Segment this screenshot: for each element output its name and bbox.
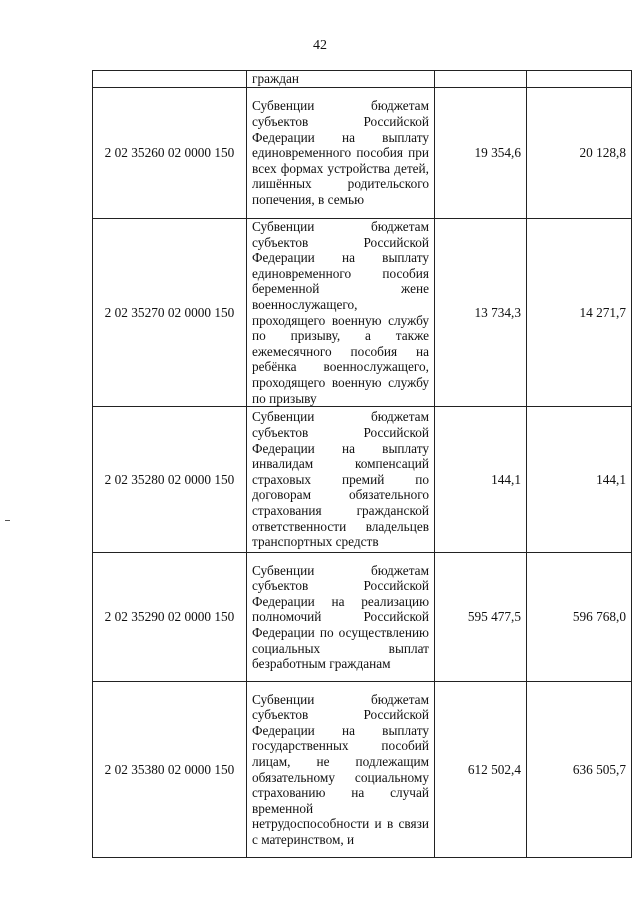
value-year1-cell (435, 71, 527, 88)
value-year2-cell: 636 505,7 (527, 682, 632, 858)
value-year2-cell: 14 271,7 (527, 219, 632, 407)
description-cell: граждан (247, 71, 435, 88)
description-cell: Субвенции бюджетам субъектов Российской Федерации на выплату государственных пособий лицам, не подлежащим обязательному социальному страхованию на случай временной нетрудоспособности и в связи с материнством, и (247, 682, 435, 858)
budget-table (92, 70, 632, 858)
value-year2-cell (527, 71, 632, 88)
value-year2-cell: 596 768,0 (527, 553, 632, 682)
description-cell: Субвенции бюджетам субъектов Российской Федерации на выплату единовременного пособия при всех формах устройства детей, лишённых родительского попечения, в семью (247, 88, 435, 219)
budget-code-cell: 2 02 35260 02 0000 150 (93, 88, 247, 219)
value-year1-cell: 595 477,5 (435, 553, 527, 682)
table-row (93, 88, 632, 219)
value-year1-cell: 19 354,6 (435, 88, 527, 219)
description-cell: Субвенции бюджетам субъектов Российской Федерации на выплату единовременного пособия беременной жене военнослужащего, проходящего военную службу по призыву, а также ежемесячного пособия на ребёнка военнослужащего, проходящего военную службу по призыву (247, 219, 435, 407)
table-row (93, 682, 632, 858)
description-cell: Субвенции бюджетам субъектов Российской Федерации на выплату инвалидам компенсаций страховых премий по договорам обязательного страхования гражданской ответственности владельцев транспортных средств (247, 407, 435, 553)
budget-code-cell: 2 02 35280 02 0000 150 (93, 407, 247, 553)
budget-code-cell: 2 02 35270 02 0000 150 (93, 219, 247, 407)
table-row (93, 219, 632, 407)
value-year1-cell: 13 734,3 (435, 219, 527, 407)
table-row (93, 553, 632, 682)
page-number: 42 (313, 38, 327, 53)
value-year1-cell: 144,1 (435, 407, 527, 553)
scan-mark (5, 520, 10, 521)
value-year2-cell: 20 128,8 (527, 88, 632, 219)
table-row (93, 71, 632, 88)
table-row (93, 407, 632, 553)
value-year2-cell: 144,1 (527, 407, 632, 553)
description-cell: Субвенции бюджетам субъектов Российской Федерации на реализацию полномочий Российской Федерации по осуществлению социальных выплат безработным гражданам (247, 553, 435, 682)
value-year1-cell: 612 502,4 (435, 682, 527, 858)
budget-code-cell: 2 02 35290 02 0000 150 (93, 553, 247, 682)
budget-code-cell: 2 02 35380 02 0000 150 (93, 682, 247, 858)
budget-code-cell (93, 71, 247, 88)
